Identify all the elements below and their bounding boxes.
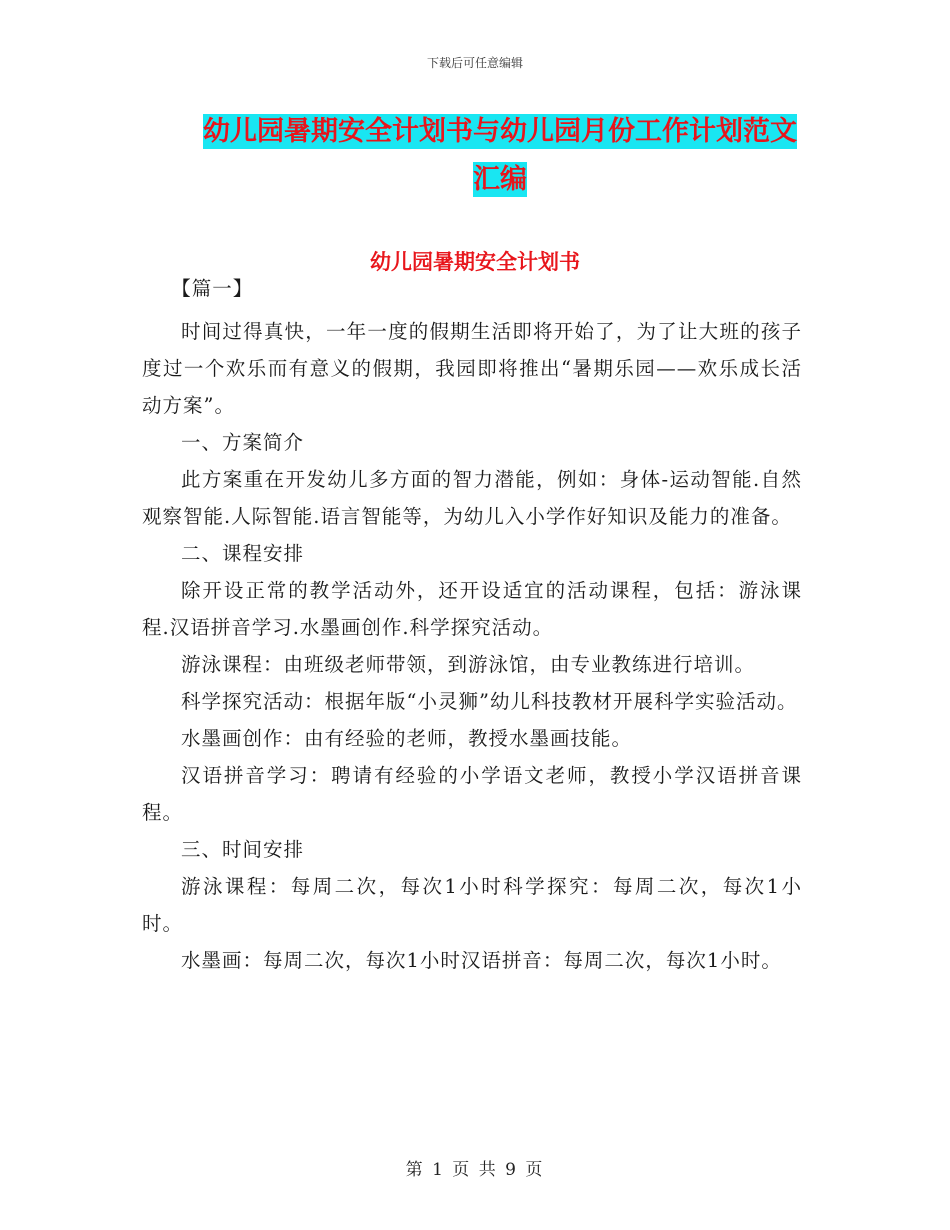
paragraph-science: 科学探究活动：根据年版“小灵狮”幼儿科技教材开展科学实验活动。 (181, 690, 798, 713)
paragraph-swimming: 游泳课程：由班级老师带领，到游泳馆，由专业教练进行培训。 (181, 653, 756, 676)
paragraph-schedule-2: 水墨画：每周二次，每次1小时汉语拼音：每周二次，每次1小时。 (181, 949, 782, 972)
paragraph-ink-painting: 水墨画创作：由有经验的老师，教授水墨画技能。 (181, 727, 633, 750)
header-note: 下载后可任意编辑 (426, 56, 523, 70)
paragraph-courses: 除开设正常的教学活动外，还开设适宜的活动课程，包括：游泳课程.汉语拼音学习.水墨画创作.科学探究活动。 (142, 579, 802, 639)
document-body (142, 270, 802, 979)
paragraph-intro: 时间过得真快，一年一度的假期生活即将开始了，为了让大班的孩子度过一个欢乐而有意义的假期，我园即将推出“暑期乐园——欢乐成长活动方案”。 (142, 320, 802, 417)
document-title (190, 108, 810, 204)
document-title-text: 幼儿园暑期安全计划书与幼儿园月份工作计划范文汇编 (203, 116, 797, 195)
section-title: 幼儿园暑期安全计划书 (370, 250, 580, 274)
paragraph-plan-overview: 此方案重在开发幼儿多方面的智力潜能，例如：身体-运动智能.自然观察智能.人际智能.语言智能等，为幼儿入小学作好知识及能力的准备。 (142, 468, 802, 528)
paragraph-pinyin: 汉语拼音学习：聘请有经验的小学语文老师，教授小学汉语拼音课程。 (142, 764, 802, 824)
heading-course-arrangement: 二、课程安排 (181, 542, 305, 565)
page-footer: 第 1 页 共 9 页 (405, 1160, 545, 1180)
paragraph-schedule-1: 游泳课程：每周二次，每次1小时科学探究：每周二次，每次1小时。 (142, 875, 802, 935)
article-tag: 【篇一】 (171, 277, 254, 300)
heading-time-arrangement: 三、时间安排 (181, 838, 305, 861)
heading-plan-overview: 一、方案简介 (181, 431, 305, 454)
